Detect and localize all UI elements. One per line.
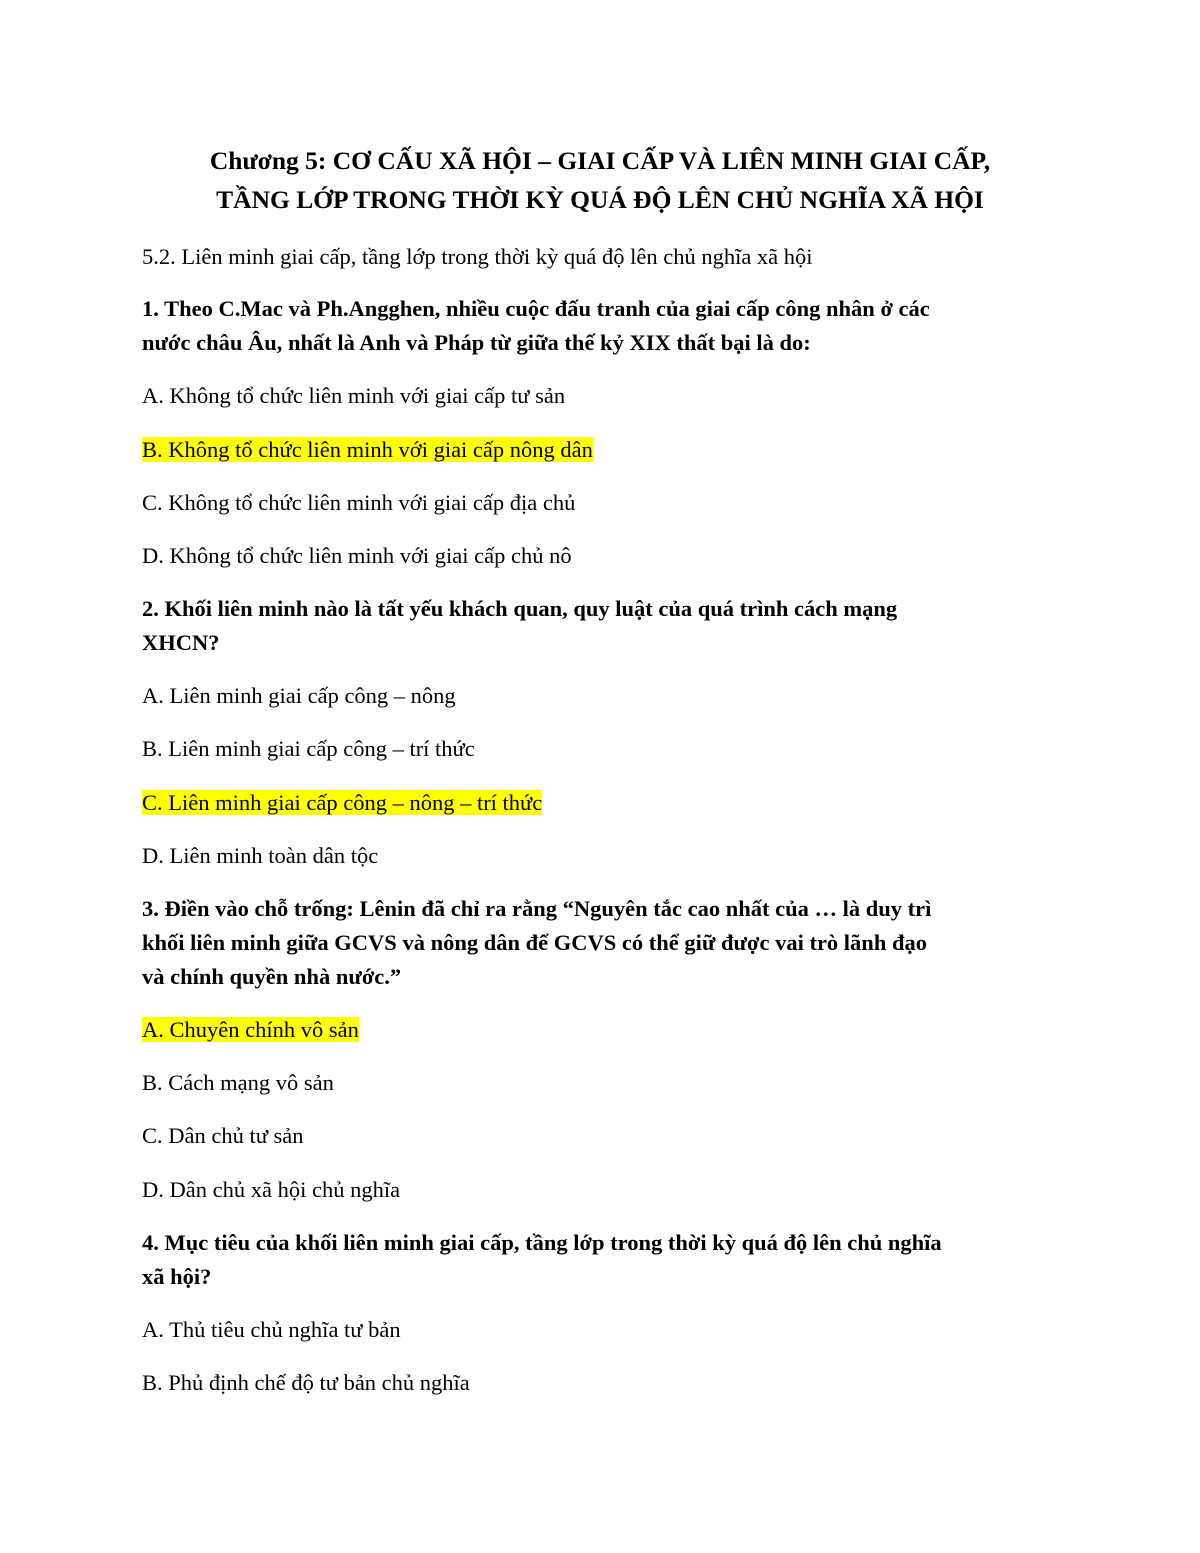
question-text: 3. Điền vào chỗ trống: Lênin đã chỉ ra rằng “Nguyên tắc cao nhất của … là duy trì [142,896,932,921]
chapter-title [130,141,1070,219]
answer-option [142,539,572,573]
question-text: 2. Khối liên minh nào là tất yếu khách quan, quy luật của quá trình cách mạng [142,596,898,621]
answer-option-correct [142,1013,359,1047]
question-text: 4. Mục tiêu của khối liên minh giai cấp, tầng lớp trong thời kỳ quá độ lên chủ nghĩa [142,1230,942,1255]
answer-option [142,1313,401,1347]
section-heading: 5.2. Liên minh giai cấp, tầng lớp trong thời kỳ quá độ lên chủ nghĩa xã hội [142,244,813,269]
answer-option-correct [142,786,542,820]
answer-option-text: B. Phủ định chế độ tư bản chủ nghĩa [142,1370,470,1395]
answer-option [142,1366,470,1400]
highlighted-answer: A. Chuyên chính vô sản [142,1017,359,1042]
answer-option-text: B. Liên minh giai cấp công – trí thức [142,736,475,761]
answer-option-text: A. Liên minh giai cấp công – nông [142,683,456,708]
answer-option-text: C. Không tổ chức liên minh với giai cấp địa chủ [142,490,576,515]
answer-option [142,1173,400,1207]
answer-option [142,1119,304,1153]
highlighted-answer: C. Liên minh giai cấp công – nông – trí thức [142,790,543,815]
answer-option-text: C. Dân chủ tư sản [142,1123,304,1148]
answer-option [142,679,456,713]
answer-option-text: D. Không tổ chức liên minh với giai cấp chủ nô [142,543,572,568]
answer-option-text: A. Thủ tiêu chủ nghĩa tư bản [142,1317,401,1342]
question-text: nước châu Âu, nhất là Anh và Pháp từ giữa thế kỷ XIX thất bại là do: [142,330,811,355]
answer-option [142,379,565,413]
question-text: và chính quyền nhà nước.” [142,964,402,989]
question-text: xã hội? [142,1264,212,1289]
question-text: XHCN? [142,630,220,655]
answer-option [142,732,475,766]
chapter-title-line: TẦNG LỚP TRONG THỜI KỲ QUÁ ĐỘ LÊN CHỦ NGHĨA XÃ HỘI [216,185,984,214]
answer-option-text: D. Dân chủ xã hội chủ nghĩa [142,1177,401,1202]
answer-option-text: A. Không tổ chức liên minh với giai cấp tư sản [142,383,566,408]
highlighted-answer: B. Không tổ chức liên minh với giai cấp nông dân [142,437,593,462]
question-text: 1. Theo C.Mac và Ph.Angghen, nhiều cuộc đấu tranh của giai cấp công nhân ở các [142,296,930,321]
question-text: khối liên minh giữa GCVS và nông dân để GCVS có thể giữ được vai trò lãnh đạo [142,930,927,955]
answer-option-text: B. Cách mạng vô sản [142,1070,334,1095]
chapter-title-line: Chương 5: CƠ CẤU XÃ HỘI – GIAI CẤP VÀ LIÊN MINH GIAI CẤP, [209,146,991,175]
answer-option [142,1066,334,1100]
answer-option [142,839,378,873]
answer-option [142,486,575,520]
answer-option-text: D. Liên minh toàn dân tộc [142,843,379,868]
answer-option-correct [142,433,593,467]
